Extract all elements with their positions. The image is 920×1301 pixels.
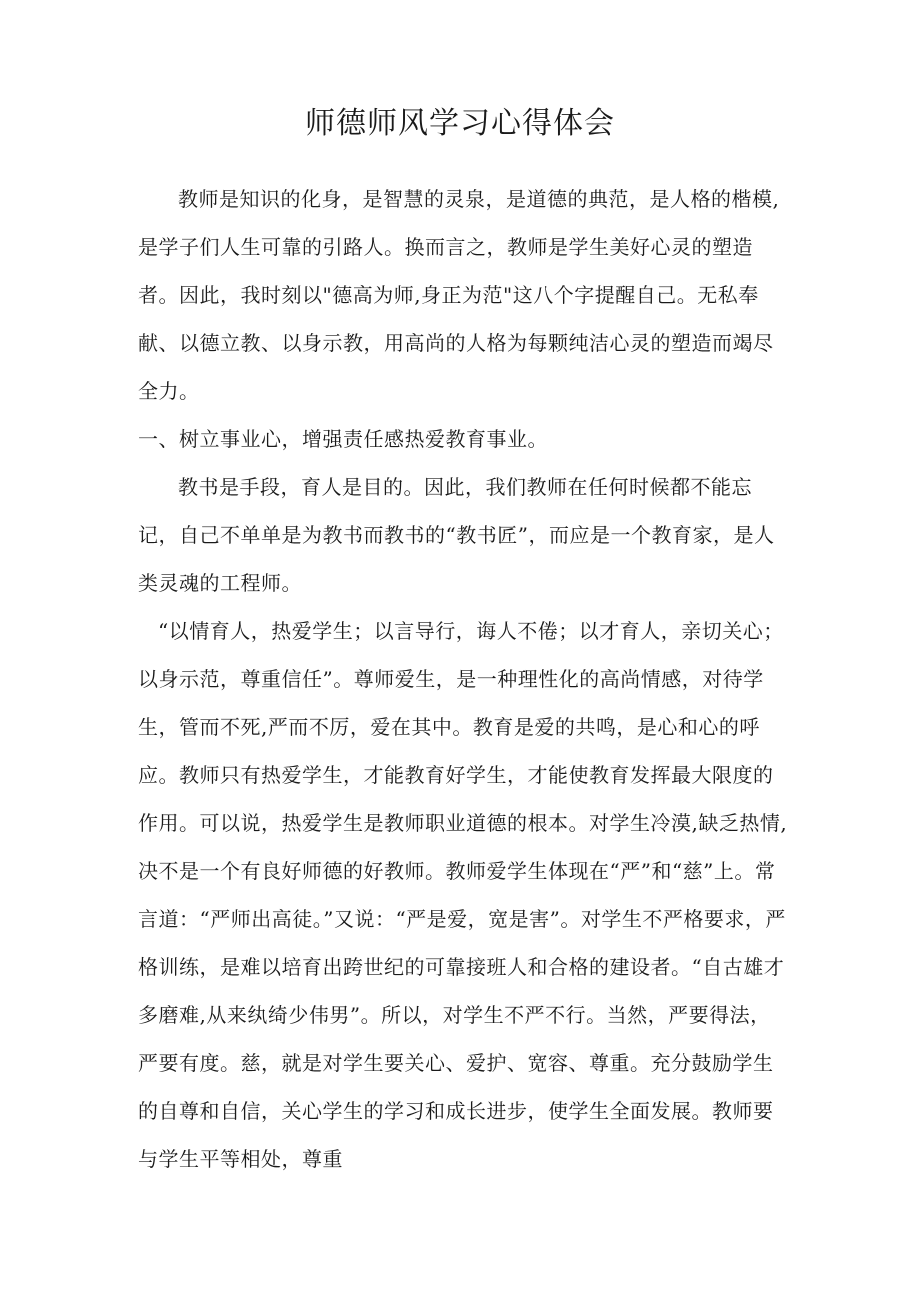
document-body	[138, 175, 788, 1183]
paragraph-teaching-purpose: 教书是手段，育人是目的。因此，我们教师在任何时候都不能忘记，自己不单单是为教书而教书的“教书匠”，而应是一个教育家，是人类灵魂的工程师。	[138, 475, 775, 595]
section-heading-1: 一、树立事业心，增强责任感热爱教育事业。	[138, 427, 548, 451]
paragraph-intro: 教师是知识的化身，是智慧的灵泉，是道德的典范，是人格的楷模,是学子们人生可靠的引路人。换而言之，教师是学生美好心灵的塑造者。因此，我时刻以"德高为师,身正为范"这八个字提醒自己。无私奉献、以德立教、以身示教，用高尚的人格为每颗纯洁心灵的塑造而竭尽全力。	[138, 187, 780, 403]
document-title: 师德师风学习心得体会	[305, 106, 615, 141]
paragraph-love-students: “以情育人，热爱学生；以言导行，诲人不倦；以才育人，亲切关心；以身示范，尊重信任”。尊师爱生，是一种理性化的高尚情感，对待学生，管而不死,严而不厉，爱在其中。教育是爱的共鸣，是心和心的呼应。教师只有热爱学生，才能教育好学生，才能使教育发挥最大限度的作用。可以说，热爱学生是教师职业道德的根本。对学生冷漠,缺乏热情,决不是一个有良好师德的好教师。教师爱学生体现在“严”和“慈”上。常言道：“严师出高徒。”又说：“严是爱，宽是害”。对学生不严格要求，严格训练，是难以培育出跨世纪的可靠接班人和合格的建设者。“自古雄才多磨难,从来纨绮少伟男”。所以，对学生不严不行。当然，严要得法，严要有度。慈，就是对学生要关心、爱护、宽容、尊重。充分鼓励学生的自尊和自信，关心学生的学习和成长进步，使学生全面发展。教师要与学生平等相处，尊重	[138, 619, 788, 1171]
